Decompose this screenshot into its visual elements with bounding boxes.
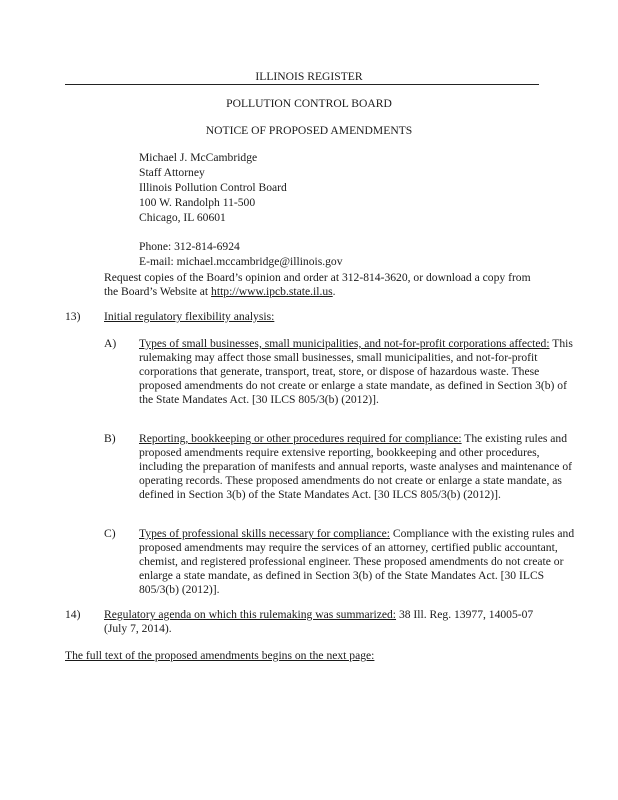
item-14-heading: Regulatory agenda on which this rulemaking was summarized:	[104, 608, 397, 621]
contact-street: 100 W. Randolph 11-500	[139, 196, 256, 209]
item-13b-body: The existing rules and proposed amendments require extensive reporting, bookkeeping and other procedures, including the preparation of manifests and annual reports, waste analyses and maintenance of operating records. These proposed amendments do not create or enlarge a state mandate, as defined in Section 3(b) of the State Mandates Act. [30 ILCS 805/3(b) (2012)].	[139, 432, 573, 501]
header-rule	[65, 84, 539, 85]
agency-title: POLLUTION CONTROL BOARD	[226, 97, 392, 110]
item-13b-heading: Reporting, bookkeeping or other procedures required for compliance:	[139, 432, 462, 445]
contact-org: Illinois Pollution Control Board	[139, 181, 287, 194]
item-13b-paragraph	[139, 432, 579, 502]
contact-email: E-mail: michael.mccambridge@illinois.gov	[139, 255, 343, 268]
item-13-heading: Initial regulatory flexibility analysis:	[104, 310, 275, 323]
item-14-number: 14)	[65, 608, 81, 621]
request-paragraph	[104, 271, 544, 299]
full-text-note: The full text of the proposed amendments begins on the next page:	[65, 649, 375, 662]
item-13c-paragraph	[139, 527, 579, 597]
contact-title: Staff Attorney	[139, 166, 205, 179]
register-title: ILLINOIS REGISTER	[255, 70, 363, 83]
contact-block	[139, 150, 343, 269]
item-13c-label: C)	[104, 527, 116, 540]
item-13c-heading: Types of professional skills necessary for compliance:	[139, 527, 390, 540]
request-text: Request copies of the Board’s opinion and order at 312-814-3620, or download a copy from the Board’s Website at	[104, 271, 531, 298]
item-14-paragraph	[104, 608, 544, 636]
item-14-body: 38 Ill. Reg. 13977, 14005-07 (July 7, 2014).	[104, 608, 534, 635]
item-13a-heading: Types of small businesses, small municipalities, and not-for-profit corporations affected:	[139, 337, 550, 350]
contact-city: Chicago, IL 60601	[139, 211, 226, 224]
item-13-number: 13)	[65, 310, 81, 323]
contact-phone: Phone: 312-814-6924	[139, 240, 240, 253]
contact-name: Michael J. McCambridge	[139, 151, 258, 164]
board-website-link[interactable]: http://www.ipcb.state.il.us	[211, 285, 333, 298]
item-13c-body: Compliance with the existing rules and proposed amendments may require the services of an attorney, certified public accountant, chemist, and registered professional engineer. These proposed amendments do not create or enlarge a state mandate, as defined in Section 3(b) of the State Mandates Act. [30 ILCS 805/3(b) (2012)].	[139, 527, 575, 596]
item-13a-paragraph	[139, 337, 579, 407]
item-13a-label: A)	[104, 337, 117, 350]
request-end: .	[332, 285, 336, 298]
item-13a-body: This rulemaking may affect those small businesses, small municipalities, and not-for-profit corporations that generate, transport, treat, store, or dispose of hazardous waste. These proposed amendments do not create or enlarge a state mandate, as defined in Section 3(b) of the State Mandates Act. [30 ILCS 805/3(b) (2012)].	[139, 337, 573, 406]
item-13b-label: B)	[104, 432, 116, 445]
notice-title: NOTICE OF PROPOSED AMENDMENTS	[205, 124, 413, 137]
